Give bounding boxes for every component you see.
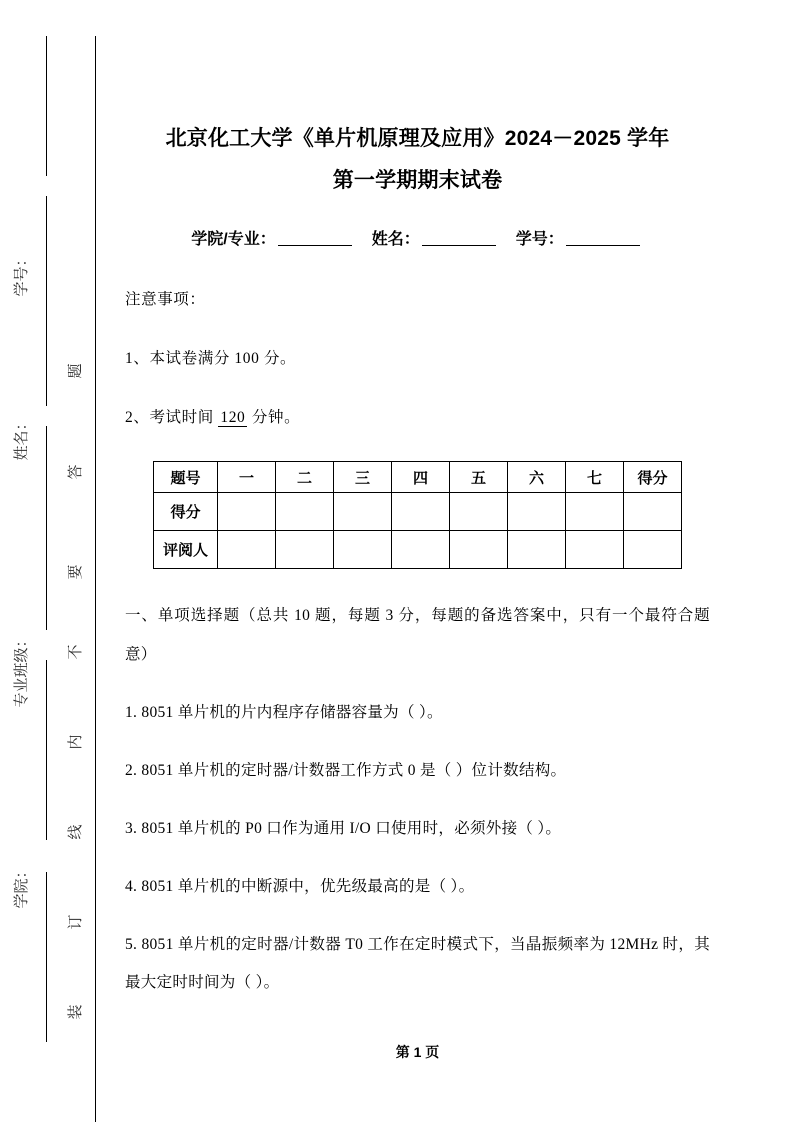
binding-vertical-rule (95, 36, 96, 1122)
binding-note-char: 内 (68, 734, 84, 750)
page-content (125, 0, 710, 1002)
score-table-header-cell: 题号 (154, 462, 218, 493)
question-item: 1. 8051 单片机的片内程序存储器容量为（ ）。 (125, 704, 443, 721)
binding-field-student-id[interactable]: 学号： (14, 251, 30, 297)
binding-field-name[interactable]: 姓名： (14, 415, 30, 461)
page-title (125, 0, 710, 202)
page-footer: 第 1 页 (395, 1044, 440, 1060)
score-table-header-cell: 六 (508, 462, 566, 493)
score-table-header-cell: 三 (334, 462, 392, 493)
college-major-field[interactable] (278, 245, 352, 246)
binding-note-char: 不 (68, 644, 84, 660)
binding-note-char: 答 (68, 464, 84, 480)
name-field[interactable] (422, 245, 496, 246)
student-info-row (125, 226, 710, 249)
binding-note-char: 装 (68, 1004, 84, 1020)
section-heading: 一、单项选择题（总共 10 题，每题 3 分，每题的备选答案中，只有一个最符合题意） (125, 607, 710, 663)
reviewer-cell[interactable] (334, 531, 392, 569)
question-item: 4. 8051 单片机的中断源中，优先级最高的是（ ）。 (125, 878, 475, 895)
reviewer-cell[interactable] (218, 531, 276, 569)
score-cell[interactable] (566, 493, 624, 531)
binding-field-rule (46, 872, 47, 1042)
table-row (154, 493, 682, 531)
binding-note-char: 题 (68, 363, 84, 379)
binding-field-college[interactable]: 学院： (14, 863, 30, 909)
name-label: 姓名： (371, 231, 420, 248)
score-cell[interactable] (334, 493, 392, 531)
notice-item-2 (125, 404, 710, 432)
exam-duration-value: 120 (220, 409, 246, 426)
reviewer-cell[interactable] (508, 531, 566, 569)
notice-heading: 注意事项： (125, 291, 206, 308)
binding-field-rule (46, 196, 47, 406)
table-row (154, 462, 682, 493)
notice-item-2-prefix: 2、考试时间 (125, 409, 214, 426)
score-table-header-cell: 得分 (624, 462, 682, 493)
score-table-header-cell: 五 (450, 462, 508, 493)
binding-note-char: 订 (68, 914, 84, 930)
student-id-label: 学号： (515, 231, 564, 248)
score-table (153, 461, 682, 569)
binding-field-rule (46, 660, 47, 840)
reviewer-cell[interactable] (624, 531, 682, 569)
page-title-line-1: 北京化工大学《单片机原理及应用》2024－2025 学年 (165, 127, 670, 150)
score-table-header-cell: 四 (392, 462, 450, 493)
binding-field-rule (46, 426, 47, 630)
table-row (154, 531, 682, 569)
score-cell[interactable] (218, 493, 276, 531)
score-table-header-cell: 七 (566, 462, 624, 493)
score-table-header-cell: 一 (218, 462, 276, 493)
reviewer-cell[interactable] (276, 531, 334, 569)
binding-field-class[interactable]: 专业班级： (14, 632, 30, 708)
student-id-field[interactable] (566, 245, 640, 246)
binding-note-char: 线 (68, 824, 84, 840)
page-title-line-2: 第一学期期末试卷 (332, 169, 503, 192)
score-cell[interactable] (392, 493, 450, 531)
score-cell[interactable] (276, 493, 334, 531)
notice-item-1: 1、本试卷满分 100 分。 (125, 350, 297, 367)
score-cell[interactable] (450, 493, 508, 531)
binding-field-rule (46, 36, 47, 176)
notice-item-2-suffix: 分钟。 (251, 409, 301, 426)
score-table-header-cell: 二 (276, 462, 334, 493)
reviewer-cell[interactable] (392, 531, 450, 569)
reviewer-cell[interactable] (450, 531, 508, 569)
reviewer-row-label: 评阅人 (154, 531, 218, 569)
score-cell[interactable] (624, 493, 682, 531)
score-row-label: 得分 (154, 493, 218, 531)
score-cell[interactable] (508, 493, 566, 531)
reviewer-cell[interactable] (566, 531, 624, 569)
college-major-label: 学院/专业： (191, 231, 276, 248)
question-item: 2. 8051 单片机的定时器/计数器工作方式 0 是（ ）位计数结构。 (125, 762, 567, 779)
question-item: 3. 8051 单片机的 P0 口作为通用 I/O 口使用时，必须外接（ ）。 (125, 820, 562, 837)
binding-margin (0, 0, 100, 1122)
question-item: 5. 8051 单片机的定时器/计数器 T0 工作在定时模式下，当晶振频率为 12MHz 时，其最大定时时间为（ ）。 (125, 936, 710, 991)
binding-note-char: 要 (68, 564, 84, 580)
